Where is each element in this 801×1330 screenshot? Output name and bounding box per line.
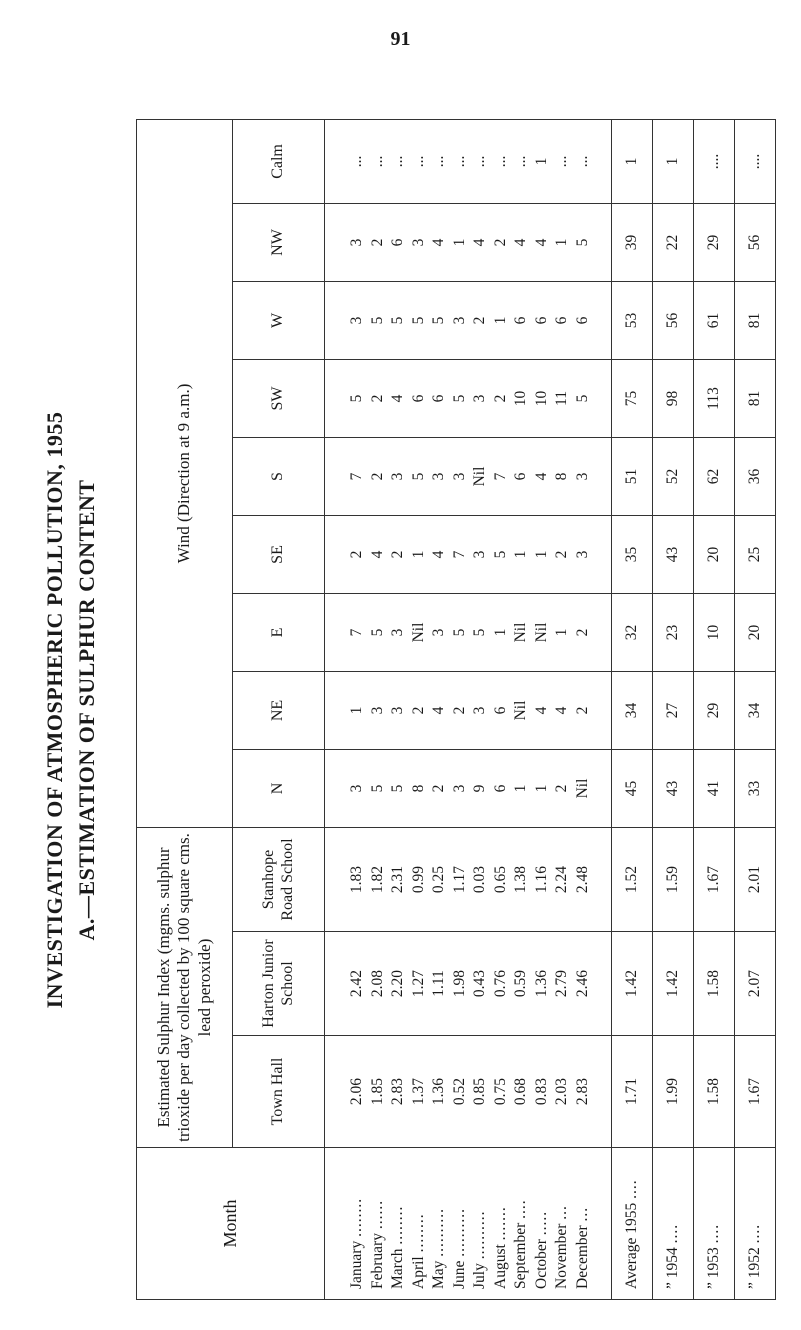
harton-value: 1.11 [430, 970, 447, 997]
month-row-label [511, 1152, 532, 1289]
month-row-label [347, 1152, 368, 1289]
wind-count: 10 [532, 390, 550, 407]
wind-summary-count: 81 [735, 281, 776, 359]
wind-w-values [325, 281, 612, 359]
wind-count: 4 [430, 706, 447, 715]
wind-count: 3 [450, 316, 468, 325]
wind-summary-count: 43 [653, 749, 694, 827]
wind-count: 5 [368, 628, 386, 637]
wind-count: ... [348, 155, 365, 168]
wind-se-values [325, 515, 612, 593]
wind-count: ... [368, 155, 386, 168]
wind-count: 9 [471, 784, 488, 793]
wind-summary-count: 52 [653, 437, 694, 515]
wind-count: Nil [471, 466, 488, 487]
wind-e-values [325, 593, 612, 671]
leader-dots: .... [705, 1223, 722, 1244]
wind-count: 5 [409, 472, 427, 481]
wind-count: 6 [573, 316, 591, 325]
wind-count: 3 [471, 706, 488, 715]
harton-value: 0.43 [471, 969, 488, 998]
wind-count: 6 [491, 706, 509, 715]
leader-dots: ...... [368, 1199, 386, 1230]
wind-count: 1 [348, 706, 365, 715]
wind-summary-count: 20 [694, 515, 735, 593]
wind-count: 5 [368, 784, 386, 793]
wind-summary-count: 43 [653, 515, 694, 593]
wind-count: 4 [553, 706, 570, 715]
wind-summary-count: 45 [612, 749, 653, 827]
wind-direction-header: Wind (Direction at 9 a.m.) [137, 119, 233, 827]
wind-count: 1 [532, 157, 550, 166]
wind-sw-header: SW [233, 359, 325, 437]
leader-dots: ........ [389, 1205, 406, 1245]
town-hall-value: 0.68 [512, 1077, 529, 1106]
page-title: INVESTIGATION OF ATMOSPHERIC POLLUTION, 1955 [42, 411, 67, 1009]
month-row-label [388, 1152, 409, 1289]
wind-count: 5 [491, 550, 509, 559]
harton-summary-value: 2.07 [735, 932, 776, 1036]
summary-label-cell [735, 1148, 776, 1300]
month-name: February [368, 1233, 386, 1289]
harton-value: 2.46 [573, 969, 591, 998]
stanhope-value: 1.16 [532, 865, 550, 894]
leader-dots: .......... [450, 1207, 468, 1257]
leader-dots: .......... [430, 1207, 447, 1257]
wind-count: 5 [348, 394, 365, 403]
wind-count: 6 [512, 472, 529, 481]
wind-summary-count: .... [694, 119, 735, 203]
wind-count: 1 [450, 238, 468, 247]
harton-value: 2.79 [553, 969, 570, 998]
stanhope-values [325, 827, 612, 931]
wind-count: 3 [430, 628, 447, 637]
wind-count: 1 [553, 628, 570, 637]
wind-count: 3 [348, 238, 365, 247]
month-row-label [470, 1152, 491, 1289]
town-hall-value: 2.83 [573, 1077, 591, 1106]
wind-count: ... [471, 155, 488, 168]
wind-count: 3 [471, 394, 488, 403]
wind-count: 2 [491, 394, 509, 403]
wind-summary-count: 62 [694, 437, 735, 515]
month-row-label [491, 1152, 512, 1289]
month-row-label [429, 1152, 450, 1289]
wind-summary-count: 81 [735, 359, 776, 437]
wind-count: ... [409, 155, 427, 168]
wind-count: 6 [389, 238, 406, 247]
wind-count: 5 [450, 628, 468, 637]
wind-count: 2 [553, 784, 570, 793]
wind-count: 2 [573, 706, 591, 715]
wind-count: 3 [450, 784, 468, 793]
wind-count: 2 [450, 706, 468, 715]
wind-summary-count: 75 [612, 359, 653, 437]
wind-count: 3 [573, 472, 591, 481]
wind-count: 7 [450, 550, 468, 559]
leader-dots: ........ [348, 1197, 365, 1237]
month-name: January [348, 1240, 365, 1289]
wind-count: Nil [573, 778, 591, 799]
wind-count: 3 [389, 706, 406, 715]
wind-summary-count: 53 [612, 281, 653, 359]
wind-sw-values [325, 359, 612, 437]
wind-count: 2 [430, 784, 447, 793]
harton-value: 1.98 [450, 969, 468, 998]
summary-row [735, 119, 776, 1299]
wind-count: 2 [368, 238, 386, 247]
wind-summary-count: .... [735, 119, 776, 203]
summary-row [653, 119, 694, 1299]
wind-count: 2 [368, 394, 386, 403]
wind-w-header: W [233, 281, 325, 359]
wind-e-header: E [233, 593, 325, 671]
town-hall-summary-value: 1.99 [653, 1036, 694, 1148]
town-hall-value: 0.83 [532, 1077, 550, 1106]
town-hall-value: 0.52 [450, 1077, 468, 1106]
wind-count: 7 [348, 628, 365, 637]
leader-dots: .... [664, 1223, 681, 1244]
stanhope-summary-value: 1.59 [653, 827, 694, 931]
wind-summary-count: 41 [694, 749, 735, 827]
stanhope-value: 0.65 [491, 865, 509, 894]
leader-dots: ..... [532, 1210, 550, 1236]
town-hall-value: 1.36 [430, 1077, 447, 1106]
town-hall-value: 1.85 [368, 1077, 386, 1106]
wind-count: 5 [430, 316, 447, 325]
wind-count: 3 [348, 316, 365, 325]
town-hall-value: 2.83 [389, 1077, 406, 1106]
harton-value: 1.27 [409, 969, 427, 998]
wind-count: 2 [573, 628, 591, 637]
wind-count: 3 [389, 628, 406, 637]
wind-count: 4 [368, 550, 386, 559]
stanhope-summary-value: 1.52 [612, 827, 653, 931]
town-hall-header: Town Hall [233, 1036, 325, 1148]
section-title: A.—ESTIMATION OF SULPHUR CONTENT [74, 479, 99, 941]
town-hall-value: 2.03 [553, 1077, 570, 1106]
town-hall-summary-value: 1.67 [735, 1036, 776, 1148]
stanhope-header: Stanhope Road School [233, 827, 325, 931]
wind-summary-count: 23 [653, 593, 694, 671]
wind-count: ... [491, 155, 509, 168]
month-row-label [532, 1152, 553, 1289]
harton-summary-value: 1.42 [612, 932, 653, 1036]
wind-summary-count: 32 [612, 593, 653, 671]
stanhope-value: 2.31 [389, 865, 406, 894]
month-name: July [471, 1263, 488, 1289]
wind-count: 4 [532, 472, 550, 481]
month-name: March [389, 1248, 406, 1289]
wind-summary-count: 1 [612, 119, 653, 203]
wind-count: 2 [553, 550, 570, 559]
wind-se-header: SE [233, 515, 325, 593]
wind-count: 2 [409, 706, 427, 715]
wind-summary-count: 20 [735, 593, 776, 671]
wind-count: 6 [532, 316, 550, 325]
wind-count: 4 [471, 238, 488, 247]
month-name: June [450, 1260, 468, 1289]
wind-count: 1 [491, 628, 509, 637]
summary-label-cell [694, 1148, 735, 1300]
stanhope-value: 0.25 [430, 865, 447, 894]
harton-summary-value: 1.58 [694, 932, 735, 1036]
wind-count: 4 [430, 238, 447, 247]
wind-count: 6 [512, 316, 529, 325]
wind-count: ... [573, 155, 591, 168]
wind-count: 3 [409, 238, 427, 247]
wind-count: 1 [512, 784, 529, 793]
wind-count: 5 [573, 394, 591, 403]
summary-label: ” 1952 [746, 1247, 763, 1289]
wind-count: 1 [409, 550, 427, 559]
wind-count: 1 [532, 784, 550, 793]
stanhope-summary-value: 1.67 [694, 827, 735, 931]
wind-summary-count: 27 [653, 671, 694, 749]
summary-label-cell [612, 1148, 653, 1300]
wind-ne-header: NE [233, 671, 325, 749]
town-hall-values [325, 1036, 612, 1148]
month-name: November [553, 1223, 570, 1289]
wind-count: 8 [409, 784, 427, 793]
wind-count: ... [450, 155, 468, 168]
wind-count: ... [553, 155, 570, 168]
leader-dots: ... [573, 1206, 591, 1222]
wind-count: 7 [491, 472, 509, 481]
wind-count: ... [389, 155, 406, 168]
month-row-label [450, 1152, 471, 1289]
summary-label-cell [653, 1148, 694, 1300]
wind-s-values [325, 437, 612, 515]
stanhope-value: 2.48 [573, 865, 591, 894]
harton-value: 2.42 [348, 969, 365, 998]
wind-summary-count: 36 [735, 437, 776, 515]
wind-count: 6 [430, 394, 447, 403]
harton-value: 2.08 [368, 969, 386, 998]
leader-dots: .... [746, 1223, 763, 1244]
wind-summary-count: 56 [735, 203, 776, 281]
month-row-label [552, 1152, 573, 1289]
wind-summary-count: 39 [612, 203, 653, 281]
stanhope-value: 1.83 [348, 865, 365, 894]
town-hall-value: 0.75 [491, 1077, 509, 1106]
wind-count: 1 [553, 238, 570, 247]
month-row-label [368, 1152, 389, 1289]
harton-header: Harton Junior School [233, 932, 325, 1036]
wind-ne-values [325, 671, 612, 749]
wind-s-header: S [233, 437, 325, 515]
town-hall-value: 2.06 [348, 1077, 365, 1106]
harton-summary-value: 1.42 [653, 932, 694, 1036]
town-hall-value: 0.85 [471, 1077, 488, 1106]
wind-count: Nil [512, 622, 529, 643]
wind-count: ... [430, 155, 447, 168]
month-row-label [409, 1152, 430, 1289]
wind-count: Nil [409, 622, 427, 643]
wind-count: ... [512, 155, 529, 168]
wind-count: 1 [532, 550, 550, 559]
wind-count: 3 [573, 550, 591, 559]
wind-count: 3 [450, 472, 468, 481]
wind-nw-header: NW [233, 203, 325, 281]
wind-nw-values [325, 203, 612, 281]
stanhope-value: 1.17 [450, 865, 468, 894]
harton-value: 1.36 [532, 969, 550, 998]
wind-count: 3 [348, 784, 365, 793]
wind-summary-count: 34 [612, 671, 653, 749]
stanhope-value: 1.82 [368, 865, 386, 894]
wind-summary-count: 1 [653, 119, 694, 203]
wind-count: 2 [491, 238, 509, 247]
month-name: August [491, 1244, 509, 1289]
monthly-rows [325, 119, 612, 1299]
wind-summary-count: 34 [735, 671, 776, 749]
wind-summary-count: 35 [612, 515, 653, 593]
wind-count: 4 [532, 238, 550, 247]
wind-summary-count: 22 [653, 203, 694, 281]
wind-count: 2 [389, 550, 406, 559]
wind-calm-values [325, 119, 612, 203]
wind-count: Nil [512, 700, 529, 721]
harton-value: 0.59 [512, 969, 529, 998]
wind-summary-count: 29 [694, 203, 735, 281]
wind-count: 7 [348, 472, 365, 481]
wind-count: 5 [368, 316, 386, 325]
wind-count: 1 [491, 316, 509, 325]
wind-count: 11 [553, 391, 570, 406]
month-row-label [573, 1152, 594, 1289]
stanhope-value: 2.24 [553, 865, 570, 894]
leader-dots: ... [553, 1205, 570, 1220]
wind-count: 3 [430, 472, 447, 481]
month-name: September [512, 1222, 529, 1289]
leader-dots: .... [623, 1179, 640, 1199]
sulphur-index-header: Estimated Sulphur Index (mgms. sulphur trioxide per day collected by 100 square cms. lead peroxide) [137, 827, 233, 1147]
sulphur-wind-table [136, 119, 776, 1300]
wind-count: 2 [471, 316, 488, 325]
stanhope-summary-value: 2.01 [735, 827, 776, 931]
month-name: December [573, 1225, 591, 1289]
stanhope-value: 1.38 [512, 865, 529, 894]
summary-label: Average 1955 [623, 1202, 640, 1289]
month-list [325, 1148, 612, 1300]
wind-count: 5 [389, 784, 406, 793]
leader-dots: .......... [471, 1210, 488, 1260]
wind-count: 4 [389, 394, 406, 403]
summary-rows [612, 119, 776, 1299]
wind-summary-count: 10 [694, 593, 735, 671]
wind-count: 5 [450, 394, 468, 403]
summary-label: ” 1954 [664, 1247, 681, 1289]
harton-values [325, 932, 612, 1036]
summary-row [612, 119, 653, 1299]
wind-count: 3 [471, 550, 488, 559]
wind-summary-count: 51 [612, 437, 653, 515]
wind-count: Nil [532, 622, 550, 643]
wind-summary-count: 61 [694, 281, 735, 359]
wind-n-header: N [233, 749, 325, 827]
wind-count: 6 [491, 784, 509, 793]
stanhope-value: 0.03 [471, 865, 488, 894]
wind-n-values [325, 749, 612, 827]
wind-count: 2 [368, 472, 386, 481]
wind-count: 4 [512, 238, 529, 247]
wind-count: 5 [471, 628, 488, 637]
harton-value: 2.20 [389, 969, 406, 998]
leader-dots: ....... [491, 1206, 509, 1241]
leader-dots: .... [512, 1199, 529, 1219]
wind-summary-count: 56 [653, 281, 694, 359]
wind-count: 5 [389, 316, 406, 325]
stanhope-value: 0.99 [409, 865, 427, 894]
month-header: Month [137, 1148, 325, 1300]
leader-dots: ........ [409, 1213, 427, 1253]
summary-label: ” 1953 [705, 1247, 722, 1289]
town-hall-summary-value: 1.58 [694, 1036, 735, 1148]
rotated-table-sheet [40, 120, 763, 1300]
wind-count: 3 [368, 706, 386, 715]
wind-summary-count: 33 [735, 749, 776, 827]
summary-row [694, 119, 735, 1299]
wind-count: 6 [553, 316, 570, 325]
month-name: May [430, 1260, 447, 1289]
wind-count: 6 [409, 394, 427, 403]
page-number: 91 [390, 28, 411, 50]
harton-value: 0.76 [491, 969, 509, 998]
wind-count: 2 [348, 550, 365, 559]
wind-summary-count: 113 [694, 359, 735, 437]
wind-count: 8 [553, 472, 570, 481]
wind-count: 4 [430, 550, 447, 559]
wind-count: 10 [512, 390, 529, 407]
wind-summary-count: 98 [653, 359, 694, 437]
wind-count: 1 [512, 550, 529, 559]
month-name: October [532, 1239, 550, 1289]
wind-summary-count: 29 [694, 671, 735, 749]
wind-count: 5 [409, 316, 427, 325]
month-name: April [409, 1256, 427, 1289]
town-hall-value: 1.37 [409, 1077, 427, 1106]
wind-count: 3 [389, 472, 406, 481]
town-hall-summary-value: 1.71 [612, 1036, 653, 1148]
wind-summary-count: 25 [735, 515, 776, 593]
wind-count: 4 [532, 706, 550, 715]
wind-count: 5 [573, 238, 591, 247]
wind-calm-header: Calm [233, 119, 325, 203]
